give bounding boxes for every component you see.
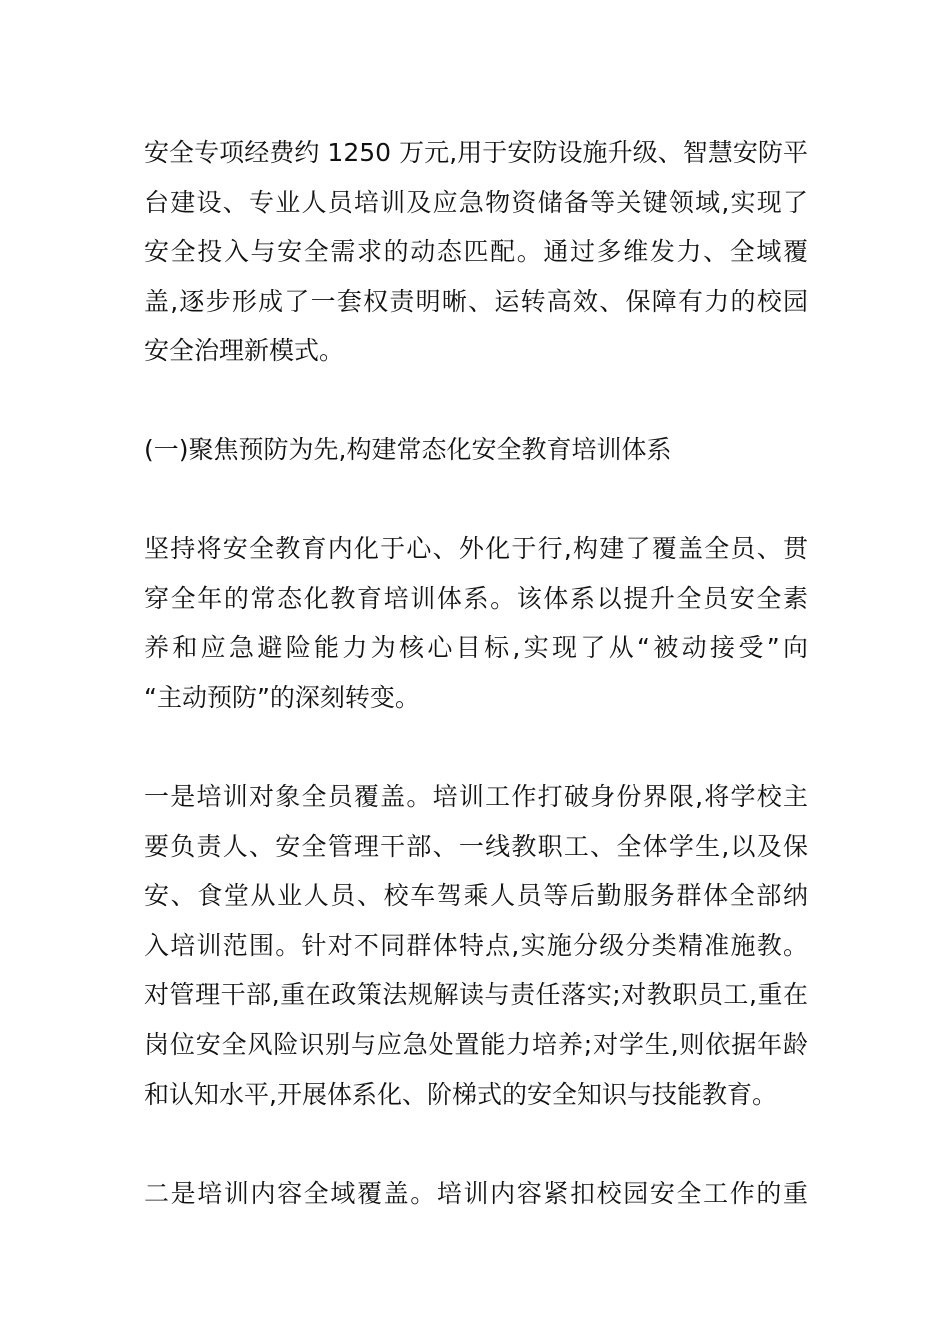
text-line: “主动预防”的深刻转变。 — [144, 682, 420, 712]
paragraph-training-system — [144, 524, 808, 722]
text-line: 一是培训对象全员覆盖。培训工作打破身份界限,将学校主 — [144, 782, 808, 811]
section-heading — [144, 425, 808, 475]
text-line: 对管理干部,重在政策法规解读与责任落实;对教职员工,重在 — [144, 980, 808, 1010]
paragraph-training-content — [144, 1169, 808, 1219]
paragraph-training-targets — [144, 772, 808, 1119]
text-line: 穿全年的常态化教育培训体系。该体系以提升全员安全素 — [144, 583, 808, 613]
text-line: 二是培训内容全域覆盖。培训内容紧扣校园安全工作的重 — [144, 1179, 808, 1208]
paragraph-funding — [144, 128, 808, 376]
text-line: 岗位安全风险识别与应急处置能力培养;对学生,则依据年龄 — [144, 1029, 808, 1059]
text-line: 安全治理新模式。 — [144, 336, 345, 366]
text-line: 盖,逐步形成了一套权责明晰、运转高效、保障有力的校园 — [144, 286, 808, 316]
text-line: 入培训范围。针对不同群体特点,实施分级分类精准施教。 — [144, 930, 808, 960]
heading-line: (一)聚焦预防为先,构建常态化安全教育培训体系 — [144, 435, 672, 464]
text-line: 坚持将安全教育内化于心、外化于行,构建了覆盖全员、贯 — [144, 534, 808, 563]
text-line: 台建设、专业人员培训及应急物资储备等关键领域,实现了 — [144, 187, 808, 217]
text-line: 安全专项经费约 1250 万元,用于安防设施升级、智慧安防平 — [144, 138, 808, 167]
text-line: 安、食堂从业人员、校车驾乘人员等后勤服务群体全部纳 — [144, 881, 808, 911]
text-line: 和认知水平,开展体系化、阶梯式的安全知识与技能教育。 — [144, 1079, 777, 1109]
text-line: 安全投入与安全需求的动态匹配。通过多维发力、全域覆 — [144, 237, 808, 267]
text-line: 养和应急避险能力为核心目标,实现了从“被动接受”向 — [144, 633, 808, 663]
text-line: 要负责人、安全管理干部、一线教职工、全体学生,以及保 — [144, 831, 808, 861]
